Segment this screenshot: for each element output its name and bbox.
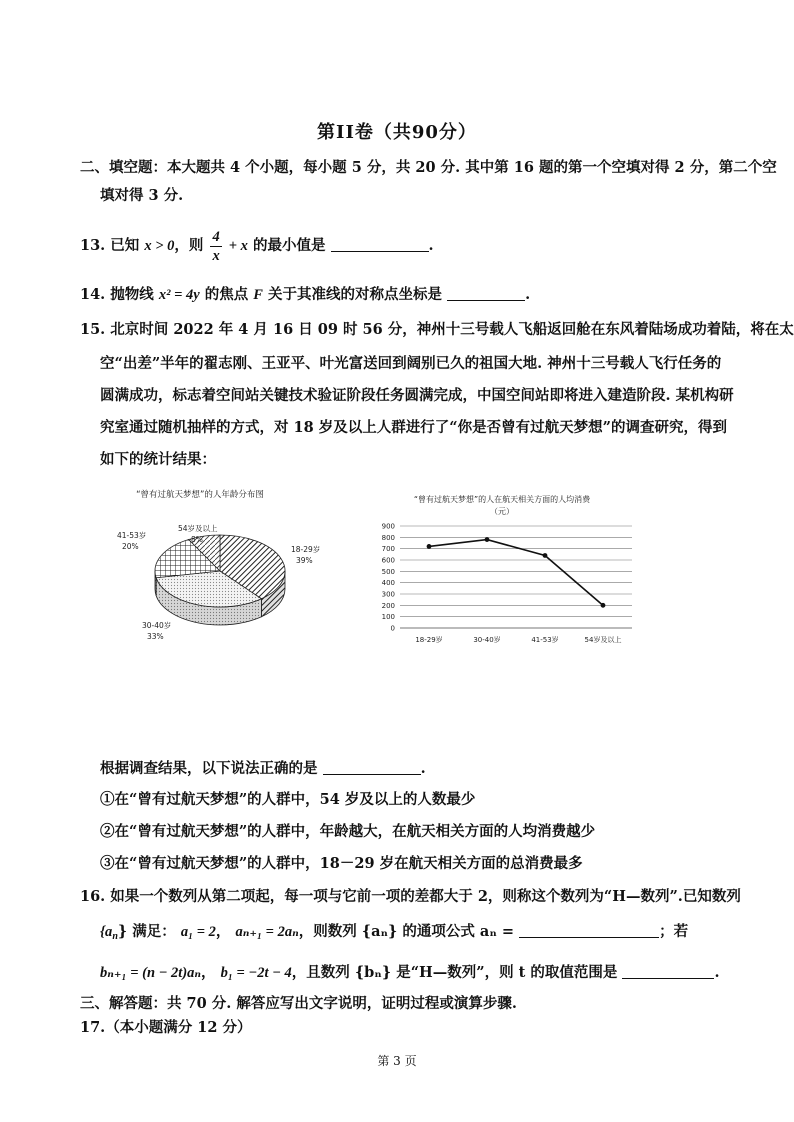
option-2: ②在“曾有过航天梦想”的人群中，年龄越大，在航天相关方面的人均消费越少 <box>100 823 596 840</box>
y-tick-label: 200 <box>381 601 395 610</box>
question-15-line1: 15. 北京时间 2022 年 4 月 16 日 09 时 56 分，神州十三号载人飞船返回舱在东风着陆场成功着陆，将在太 <box>80 321 794 338</box>
question-16-line2: $\{a_n\}$ 满足： a₁ = 2， aₙ₊₁ = 2aₙ，则数列 {aₙ} 的通项公式 aₙ = ；若 <box>100 923 689 942</box>
y-tick-label: 900 <box>381 522 395 531</box>
line-chart-unit: （元） <box>490 507 514 516</box>
answer-blank-formula[interactable] <box>519 921 659 938</box>
y-tick-label: 600 <box>381 556 395 565</box>
question-15-prompt: 根据调查结果，以下说法正确的是 . <box>100 760 426 777</box>
option-1: ①在“曾有过航天梦想”的人群中，54 岁及以上的人数最少 <box>100 791 476 808</box>
y-tick-label: 500 <box>381 567 395 576</box>
answer-blank[interactable] <box>323 758 421 775</box>
section2-instructions-line1: 二、填空题：本大题共 4 个小题，每小题 5 分，共 20 分. 其中第 16 题的第一个空填对得 2 分，第二个空 <box>80 159 777 176</box>
question-16-line1: 16. 如果一个数列从第二项起，每一项与它前一项的差都大于 2，则称这个数列为“H—数列”.已知数列 <box>80 888 741 905</box>
pie-chart-title: “曾有过航天梦想”的人年龄分布图 <box>136 490 264 500</box>
question-number: 14. <box>80 286 106 303</box>
x-tick-label: 30-40岁 <box>473 636 501 644</box>
pie-label-18-29: 18-29岁 <box>291 545 321 554</box>
pie-value-18-29: 39% <box>296 556 313 565</box>
data-point-30-40岁 <box>485 537 490 542</box>
pie-label-30-40: 30-40岁 <box>142 621 172 630</box>
fraction: $\frac{4}{x}$ <box>212 228 220 264</box>
question-15-line3: 圆满成功，标志着空间站关键技术验证阶段任务圆满完成，中国空间站即将进入建造阶段. 某机构研 <box>100 387 734 404</box>
pie-value-30-40: 33% <box>147 632 164 641</box>
spending-series-line <box>429 540 603 606</box>
option-3: ③在“曾有过航天梦想”的人群中，18－29 岁在航天相关方面的总消费最多 <box>100 855 583 872</box>
question-13: 13. 已知 x > 0，则 $\frac{4}{x}$ + x 的最小值是 . <box>80 228 434 264</box>
section2-instructions-line2: 填对得 3 分. <box>100 187 184 204</box>
y-tick-label: 300 <box>381 590 395 599</box>
age-distribution-pie-chart <box>110 485 330 655</box>
y-tick-label: 800 <box>381 533 395 542</box>
question-17-header: 17.（本小题满分 12 分） <box>80 1019 252 1036</box>
y-tick-label: 100 <box>381 613 395 622</box>
question-14: 14. 抛物线 x² = 4y 的焦点 F 关于其准线的对称点坐标是 . <box>80 286 531 303</box>
y-tick-label: 0 <box>390 624 395 633</box>
data-point-18-29岁 <box>427 544 432 549</box>
section-title: 第II卷（共90分） <box>317 122 477 143</box>
parabola-expr: x² = 4y <box>158 287 200 303</box>
pie-label-54plus: 54岁及以上 <box>178 524 218 533</box>
question-number: 13. <box>80 237 106 254</box>
pie-value-41-53: 20% <box>122 542 139 551</box>
x-tick-label: 54岁及以上 <box>584 636 622 644</box>
y-tick-label: 700 <box>381 545 395 554</box>
question-15-line4: 究室通过随机抽样的方式，对 18 岁及以上人群进行了“你是否曾有过航天梦想”的调查研究，得到 <box>100 419 727 436</box>
page-number: 第 3 页 <box>377 1054 417 1068</box>
x-tick-label: 18-29岁 <box>415 636 443 644</box>
question-number: 15. <box>80 321 106 338</box>
question-16-line3: bₙ₊₁ = (n − 2t)aₙ， b₁ = −2t − 4，且数列 {bₙ} 是“H—数列”，则 t 的取值范围是 . <box>100 964 720 981</box>
question-15-line5: 如下的统计结果： <box>100 451 216 468</box>
condition-expr: x > 0 <box>144 238 175 254</box>
x-tick-label: 41-53岁 <box>531 636 559 644</box>
section3-instructions: 三、解答题：共 70 分. 解答应写出文字说明，证明过程或演算步骤. <box>80 995 517 1012</box>
answer-blank-range[interactable] <box>622 962 714 979</box>
line-chart-title: “曾有过航天梦想”的人在航天相关方面的人均消费 <box>413 495 591 504</box>
y-tick-label: 400 <box>381 579 395 588</box>
pie-value-54plus: 8% <box>191 535 203 544</box>
answer-blank[interactable] <box>331 235 429 252</box>
pie-label-41-53: 41-53岁 <box>117 531 147 540</box>
question-15-line2: 空“出差”半年的翟志刚、王亚平、叶光富送回到阔别已久的祖国大地. 神州十三号载人飞行任务的 <box>100 355 722 372</box>
answer-blank[interactable] <box>447 284 525 301</box>
spending-line-chart <box>360 488 644 653</box>
data-point-41-53岁 <box>543 553 548 558</box>
question-number: 16. <box>80 888 106 905</box>
data-point-54岁及以上 <box>601 603 606 608</box>
